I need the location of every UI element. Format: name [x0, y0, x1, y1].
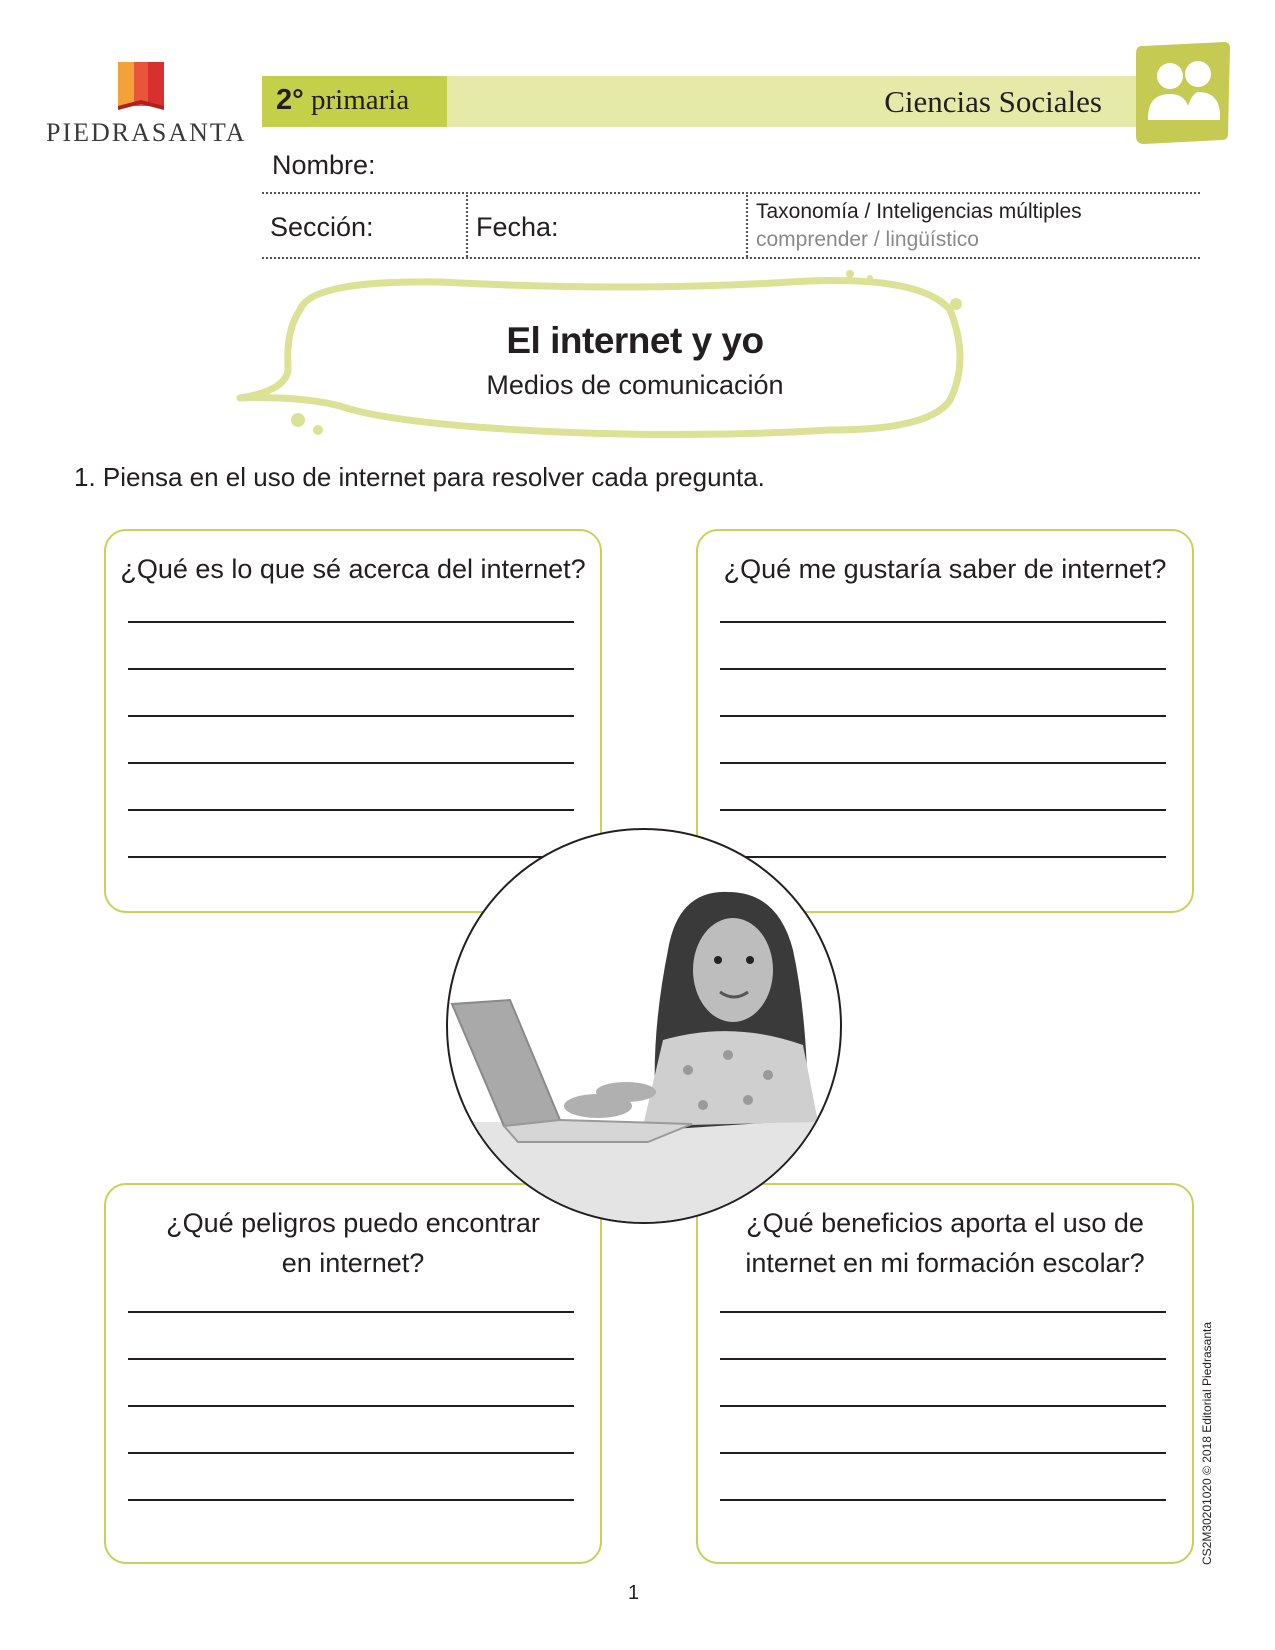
answer-line[interactable] — [720, 715, 1166, 717]
answer-line[interactable] — [128, 1405, 574, 1407]
answer-line[interactable] — [720, 856, 1166, 858]
answer-line[interactable] — [720, 621, 1166, 623]
answer-line[interactable] — [720, 1405, 1166, 1407]
question-text: internet en mi formación escolar? — [745, 1248, 1145, 1278]
answer-line[interactable] — [128, 1311, 574, 1313]
nombre-label: Nombre: — [272, 150, 376, 180]
answer-line[interactable] — [128, 668, 574, 670]
girl-with-laptop-photo — [446, 828, 842, 1224]
page-number: 1 — [628, 1582, 640, 1604]
answer-line[interactable] — [720, 1358, 1166, 1360]
answer-line[interactable] — [128, 809, 574, 811]
question-text: ¿Qué me gustaría saber de internet? — [723, 554, 1167, 584]
question-box-4 — [696, 1183, 1194, 1564]
copyright-code: CS2M30201020 © 2018 Editorial Piedrasanta — [1200, 1322, 1214, 1565]
grade-number: 2° — [276, 84, 304, 116]
field-divider-bottom — [262, 257, 1200, 259]
answer-line[interactable] — [128, 1452, 574, 1454]
question-text: ¿Qué peligros puedo encontrar — [166, 1208, 540, 1238]
answer-line[interactable] — [128, 715, 574, 717]
seccion-label: Sección: — [270, 212, 374, 242]
answer-line[interactable] — [720, 1499, 1166, 1501]
answer-line[interactable] — [720, 809, 1166, 811]
field-divider-vertical — [746, 192, 748, 257]
taxonomy-value: comprender / lingüístico — [756, 228, 979, 251]
subject-label: Ciencias Sociales — [884, 84, 1102, 119]
people-icon — [1132, 40, 1232, 146]
brand-name: PIEDRASANTA — [46, 118, 247, 147]
answer-line[interactable] — [720, 1452, 1166, 1454]
girl-with-laptop-illustration — [448, 830, 840, 1222]
taxonomy-label: Taxonomía / Inteligencias múltiples — [756, 200, 1082, 223]
answer-line[interactable] — [128, 762, 574, 764]
field-divider-vertical — [466, 192, 468, 257]
worksheet-title: El internet y yo — [506, 320, 764, 361]
field-divider-top — [262, 192, 1200, 194]
question-text: en internet? — [281, 1248, 425, 1278]
answer-line[interactable] — [128, 621, 574, 623]
fecha-label: Fecha: — [476, 212, 559, 242]
grade-text: primaria — [310, 84, 410, 116]
answer-line[interactable] — [720, 1311, 1166, 1313]
grade-label — [276, 84, 409, 117]
instruction-text: 1. Piensa en el uso de internet para resolver cada pregunta. — [74, 462, 765, 492]
question-text: ¿Qué es lo que sé acerca del internet? — [120, 554, 586, 584]
answer-line[interactable] — [720, 668, 1166, 670]
question-box-3 — [104, 1183, 602, 1564]
question-box-1 — [104, 529, 602, 913]
question-text: ¿Qué beneficios aporta el uso de — [746, 1208, 1144, 1238]
answer-line[interactable] — [128, 856, 574, 858]
answer-line[interactable] — [720, 762, 1166, 764]
answer-line[interactable] — [128, 1358, 574, 1360]
question-box-2 — [696, 529, 1194, 913]
answer-line[interactable] — [128, 1499, 574, 1501]
worksheet-subtitle: Medios de comunicación — [486, 370, 784, 400]
